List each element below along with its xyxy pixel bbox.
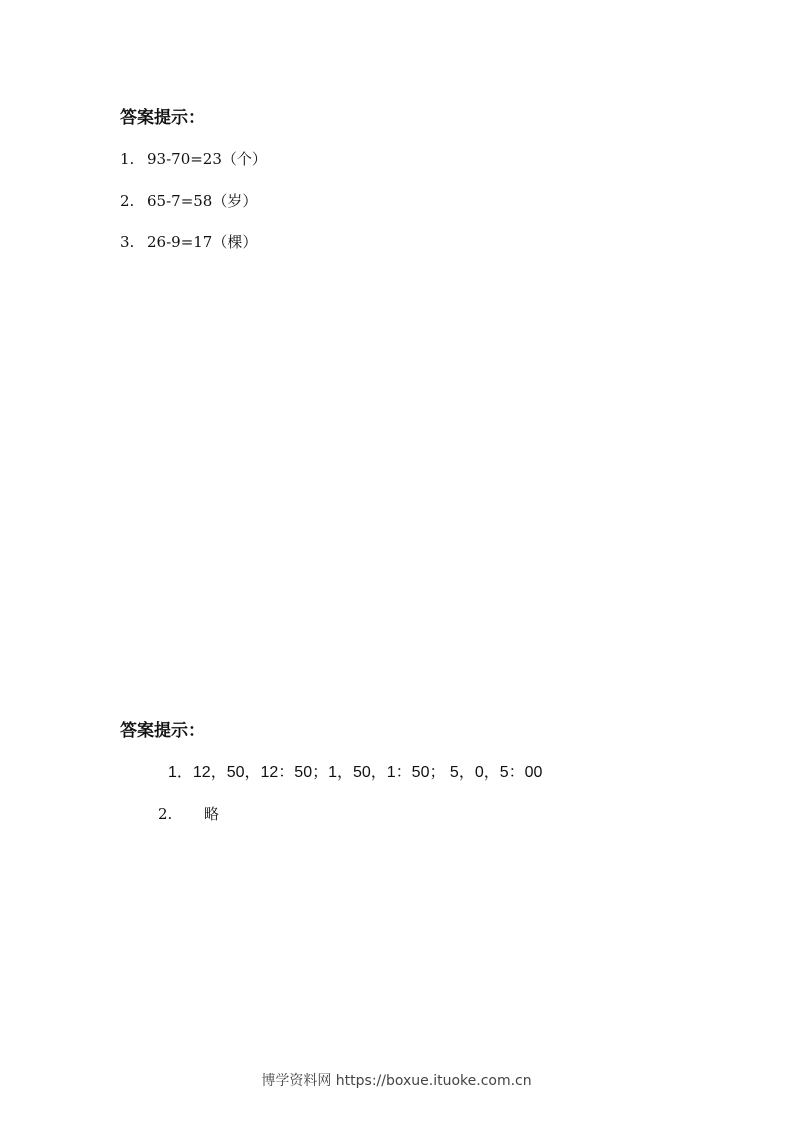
answer-line-3	[120, 232, 257, 252]
answer-text: 65-7=58（岁）	[147, 192, 258, 210]
answer-number: 1.	[120, 150, 135, 168]
answer-line-omitted	[158, 804, 219, 824]
answer-text: 略	[204, 805, 220, 823]
answer-line-2	[120, 191, 257, 211]
answer-line-1	[120, 149, 267, 169]
answer-number: 3.	[120, 233, 135, 251]
footer-watermark: 博学资料网 https://boxue.ituoke.com.cn	[261, 1073, 532, 1089]
answer-heading-1: 答案提示：	[120, 108, 205, 128]
answer-line-time: 1．12，50，12：50；1，50，1：50； 5，0，5：00	[168, 764, 543, 781]
answer-text: 93-70=23（个）	[147, 150, 267, 168]
answer-heading-2: 答案提示：	[120, 721, 205, 741]
answer-number: 2.	[120, 192, 135, 210]
answer-number: 2.	[158, 805, 173, 823]
answer-text: 26-9=17（棵）	[147, 233, 258, 251]
